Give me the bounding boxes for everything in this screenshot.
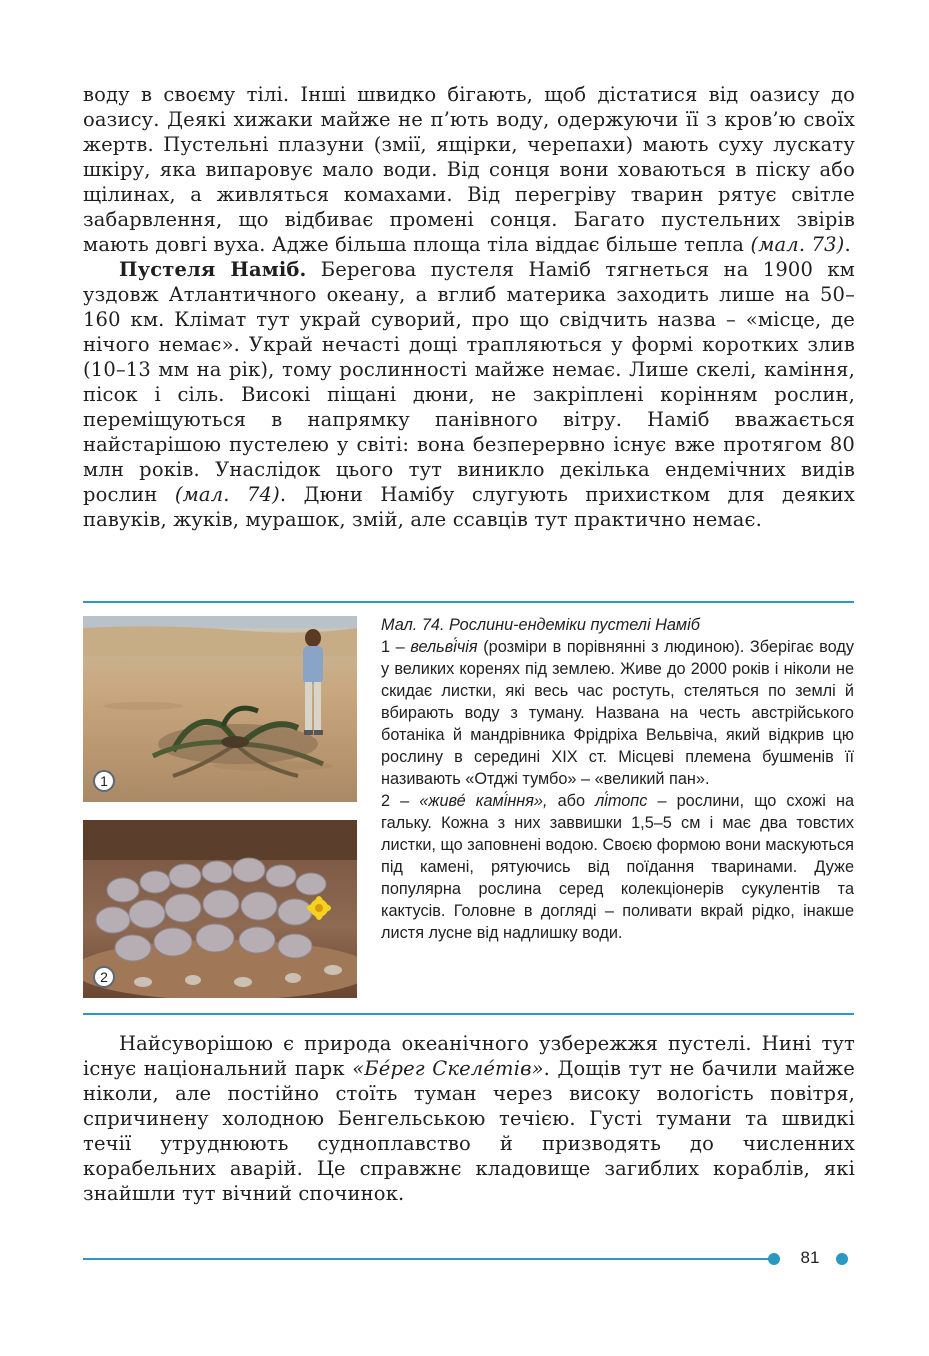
plant-name: вельві́чія <box>410 638 478 656</box>
caption-title: Мал. 74. Рослини-ендеміки пустелі Наміб <box>381 616 700 634</box>
page-number: 81 <box>800 1248 820 1267</box>
paragraph-text: . Дощів тут не бачили майже ніколи, але постійно стоїть туман через високу вологість повітря, спричинену холодною Бенгельською течією. Густі тумани та швидкі течії утруднюють судноплавство й призводять до численних корабельних аварій. Це справжнє кладовище загиблих кораблів, які знайшли тут вічний спочинок. <box>83 1057 855 1205</box>
caption-item-1 <box>381 636 854 790</box>
plant-name: «живе́ камі́ння», <box>419 792 548 810</box>
main-text-top <box>83 82 855 532</box>
figure-reference: (мал. 74) <box>174 483 280 506</box>
caption-item-text: – рослини, що схожі на гальку. Кожна з них заввишки 1,5–5 см і має два товстих листки, що заповнені водою. Своєю формою вони маскуються під камені, рятуючись від поїдання тваринами. Дуже популярна рослина серед колекціонерів сукулентів та кактусів. Головне в догляді – поливати вкрай рідко, інакше листя лусне від надлишку води. <box>381 792 855 942</box>
photo-number-badge: 2 <box>93 966 115 988</box>
welwitschia-photo <box>83 616 357 802</box>
caption-item-text: або <box>547 792 596 810</box>
park-name: «Бе́рег Скеле́тів» <box>352 1057 544 1080</box>
paragraph-namib <box>83 257 855 532</box>
paragraph-animals <box>83 82 855 257</box>
paragraph-text: . Дюни Намібу слугують прихистком для деяких павуків, жуків, мурашок, змій, але ссавців тут практично немає. <box>83 483 855 531</box>
plant-alt-name: лі́топс <box>595 792 648 810</box>
caption-item-text: (розміри в порівнянні з людиною). Зберігає воду у великих коренях під землею. Живе до 2000 років і ніколи не скидає листки, які весь час ростуть, стеляться по землі й вбирають воду з туману. Названа на честь австрійського ботаніка й мандрівника Фрідріха Вельвіча, який відкрив цю рослину в середині XIX ст. Місцеві племена бушменів її називають «Отджі тумбо» – «великий пан». <box>381 638 854 788</box>
caption-item-number: 2 – <box>381 792 420 810</box>
figure-reference: (мал. 73) <box>750 233 845 256</box>
lithops-photo <box>83 820 357 998</box>
section-heading: Пустеля Наміб. <box>119 258 307 281</box>
footer-line <box>83 1258 777 1260</box>
paragraph-text: . <box>844 233 851 256</box>
paragraph-skeleton-coast <box>83 1031 855 1206</box>
paragraph-text: Найсуворішою є природа океанічного узбережжя пустелі. Нині тут існує національний парк <box>83 1032 855 1080</box>
paragraph-text: воду в своєму тілі. Інші швидко бігають, щоб дістатися від оазису до оазису. Деякі хижаки майже не п’ють воду, одержуючи її з кров’ю своїх жертв. Пустельні плазуни (змії, ящірки, черепахи) мають суху лускату шкіру, яка випаровує мало води. Від сонця вони ховаються в піску або щілинах, а живляться комахами. Від перегріву тварин рятує світле забарвлення, що відбиває промені сонця. Багато пустельних звірів мають довгі вуха. Адже більша площа тіла віддає більше тепла <box>83 83 855 256</box>
caption-item-2 <box>381 790 854 944</box>
footer-dot-icon <box>836 1253 848 1265</box>
divider-top <box>83 601 854 603</box>
footer-dot-icon <box>768 1253 780 1265</box>
figure-caption <box>381 614 854 944</box>
paragraph-text: Берегова пустеля Наміб тягнеться на 1900 км уздовж Атлантичного океану, а вглиб материка заходить лише на 50–160 км. Клімат тут украй суворий, про що свідчить назва – «місце, де нічого немає». Украй нечасті дощі трапляються у формі коротких злив (10–13 мм на рік), тому рослинності майже немає. Лише скелі, каміння, пісок і сіль. Високі піщані дюни, не закріплені корінням рослин, переміщуються в напрямку панівного вітру. Наміб вважається найстарішою пустелею у світі: вона безперервно існує вже протягом 80 млн років. Унаслідок цього тут виникло декілька ендемічних видів рослин <box>83 258 855 506</box>
caption-item-number: 1 – <box>381 638 411 656</box>
divider-bottom <box>83 1013 854 1015</box>
main-text-bottom <box>83 1031 855 1206</box>
welwitschia-illustration <box>83 616 357 802</box>
lithops-illustration <box>83 820 357 998</box>
photo-number-badge: 1 <box>93 770 115 792</box>
